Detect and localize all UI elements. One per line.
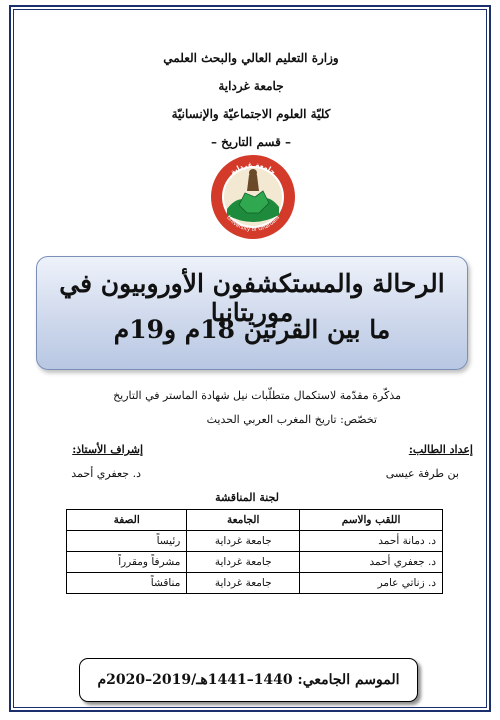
table-row	[67, 552, 443, 573]
thesis-title-line2: ما بين القرنين 18م و19م	[113, 315, 391, 344]
member-university: جامعة غرداية	[187, 573, 300, 594]
member-role: رئيساً	[67, 531, 187, 552]
logo-bottom-text: University of Ghardaia	[225, 214, 281, 234]
university-of-ghardaia-seal-icon	[209, 153, 297, 241]
header-name: اللقب والاسم	[300, 510, 443, 531]
table-row	[67, 531, 443, 552]
committee-title: لجنة المناقشة	[215, 491, 279, 504]
committee-header-row	[67, 510, 443, 531]
student-name: بن طرفة عيسى	[385, 467, 459, 480]
specialization: تخصّص: تاريخ المغرب العربي الحديث	[206, 413, 377, 426]
memo-description: مذكّرة مقدّمة لاستكمال متطلّبات نيل شهادة الماستر في التاريخ	[113, 389, 401, 402]
member-university: جامعة غرداية	[187, 552, 300, 573]
thesis-title-box	[36, 256, 468, 370]
svg-text:جامعة غرداية	[229, 161, 277, 177]
document-page	[9, 5, 491, 712]
svg-text:University of Ghardaia	[225, 215, 281, 233]
member-name: د. دمانة أحمد	[300, 531, 443, 552]
member-university: جامعة غرداية	[187, 531, 300, 552]
member-name: د. جعفري أحمد	[300, 552, 443, 573]
student-label: إعداد الطالب:	[408, 443, 473, 456]
member-role: مشرفاً ومقرراً	[67, 552, 187, 573]
logo-top-text: جامعة غرداية	[228, 160, 278, 177]
header-role: الصفة	[67, 510, 187, 531]
supervisor-name: د. جعفري أحمد	[71, 467, 141, 480]
header-university: الجامعة	[187, 510, 300, 531]
faculty-name: كليّة العلوم الاجتماعيّة والإنسانيّة	[171, 107, 331, 121]
table-row	[67, 573, 443, 594]
committee-table	[66, 509, 443, 594]
supervisor-label: إشراف الأستاذ:	[72, 443, 143, 456]
academic-season-box: الموسم الجامعي: 1440–1441هـ/2019–2020م	[79, 658, 418, 702]
university-name: جامعة غرداية	[218, 79, 284, 93]
member-name: د. زناتي عامر	[300, 573, 443, 594]
ministry-name: وزارة التعليم العالي والبحث العلمي	[163, 51, 339, 65]
member-role: مناقشاً	[67, 573, 187, 594]
department-name: – قسم التاريخ –	[210, 135, 292, 149]
thesis-title-line1: الرحالة والمستكشفون الأوروبيون في موريتانيا	[59, 269, 445, 327]
